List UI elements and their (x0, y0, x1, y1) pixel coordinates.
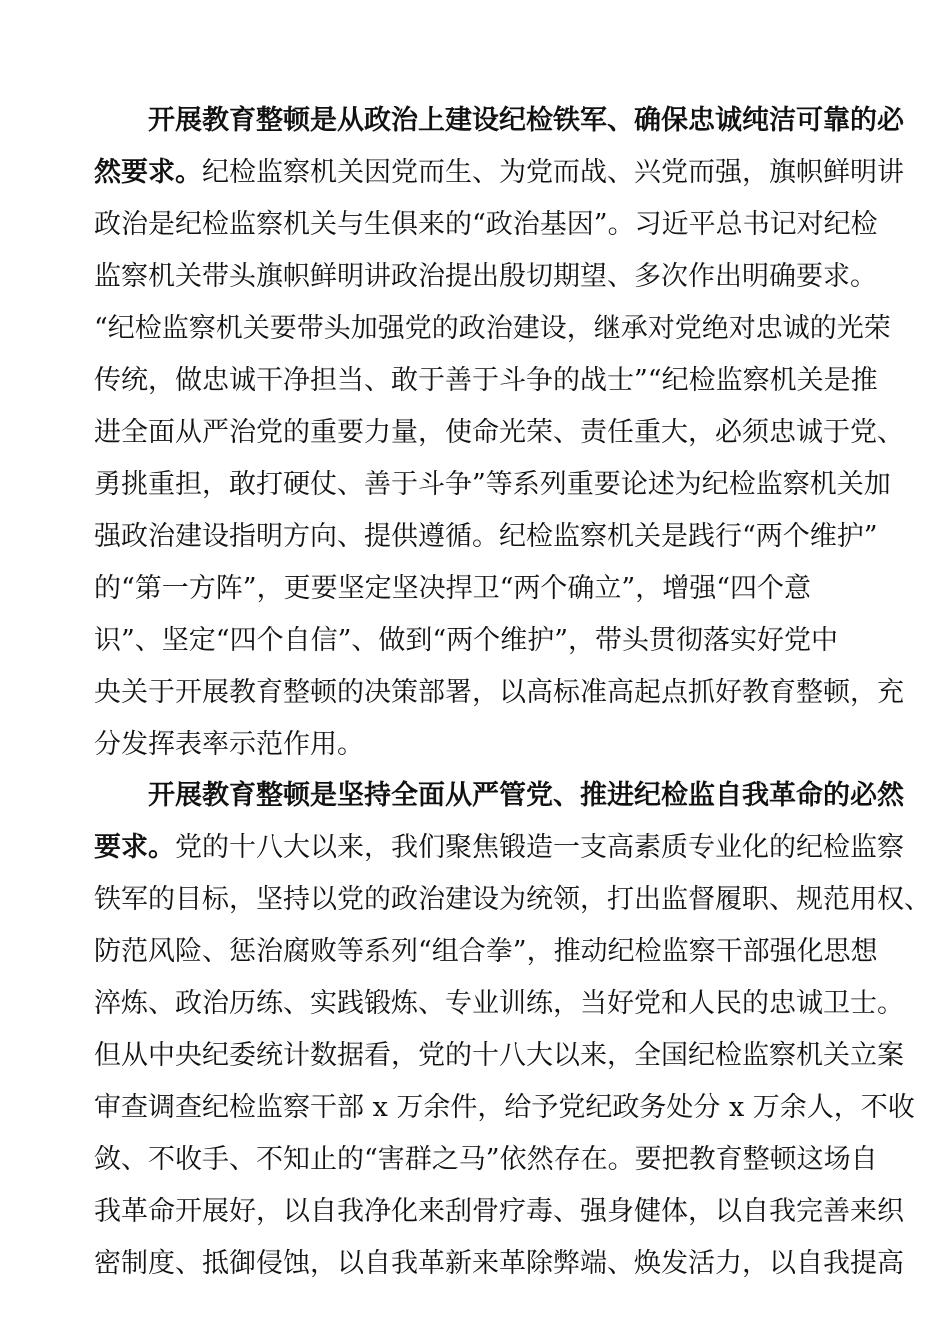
paragraph-2-line-9: 我革命开展好，以自我净化来刮骨疗毒、强身健体，以自我完善来织 (94, 1196, 904, 1227)
paragraph-1-line-10: 的“第一方阵”，更要坚定坚决捍卫“两个确立”，增强“四个意 (94, 573, 812, 604)
paragraph-2-text: 党的十八大以来，我们聚焦锻造一支高素质专业化的纪检监察 (175, 832, 904, 863)
paragraph-1-line-12: 央关于开展教育整顿的决策部署，以高标准高起点抓好教育整顿，充 (94, 677, 904, 708)
paragraph-2-line-10: 密制度、抵御侵蚀，以自我革新来革除弊端、焕发活力，以自我提高 (94, 1248, 904, 1279)
paragraph-2-line-1 (148, 778, 904, 814)
paragraph-1-line-11: 识”、坚定“四个自信”、做到“两个维护”，带头贯彻落实好党中 (94, 625, 839, 656)
paragraph-1-line-1 (148, 103, 904, 139)
paragraph-1-line-4: 监察机关带头旗帜鲜明讲政治提出殷切期望、多次作出明确要求。 (94, 261, 877, 292)
paragraph-2-line-8: 敛、不收手、不知止的“害群之马”依然存在。要把教育整顿这场自 (94, 1144, 878, 1175)
paragraph-1-text: 纪检监察机关因党而生、为党而战、兴党而强，旗帜鲜明讲 (202, 157, 904, 188)
paragraph-1-line-7: 进全面从严治党的重要力量，使命光荣、责任重大，必须忠诚于党、 (94, 417, 904, 448)
paragraph-1-line-13: 分发挥表率示范作用。 (94, 729, 364, 760)
paragraph-2-line-2 (94, 830, 904, 866)
paragraph-2-heading-part-2: 要求。 (94, 832, 175, 863)
paragraph-1-heading-part-2: 然要求。 (94, 157, 202, 188)
paragraph-1-heading-part-1: 开展教育整顿是从政治上建设纪检铁军、确保忠诚纯洁可靠的必 (148, 105, 904, 136)
paragraph-2-line-4: 防范风险、惩治腐败等系列“组合拳”，推动纪检监察干部强化思想 (94, 936, 878, 967)
paragraph-2-line-5: 淬炼、政治历练、实践锻炼、专业训练，当好党和人民的忠诚卫士。 (94, 988, 904, 1019)
paragraph-2-line-7: 审查调查纪检监察干部 x 万余件，给予党纪政务处分 x 万余人，不收 (94, 1092, 915, 1123)
paragraph-1-line-8: 勇挑重担，敢打硬仗、善于斗争”等系列重要论述为纪检监察机关加 (94, 469, 891, 500)
paragraph-2-line-3: 铁军的目标，坚持以党的政治建设为统领，打出监督履职、规范用权、 (94, 884, 931, 915)
paragraph-1-line-9: 强政治建设指明方向、提供遵循。纪检监察机关是践行“两个维护” (94, 521, 878, 552)
paragraph-1-line-3: 政治是纪检监察机关与生俱来的“政治基因”。习近平总书记对纪检 (94, 209, 878, 240)
paragraph-1-line-6: 传统，做忠诚干净担当、敢于善于斗争的战士”“纪检监察机关是推 (94, 365, 878, 396)
paragraph-1-line-2 (94, 155, 904, 191)
paragraph-1-line-5: “纪检监察机关要带头加强党的政治建设，继承对党绝对忠诚的光荣 (94, 313, 891, 344)
paragraph-2-line-6: 但从中央纪委统计数据看，党的十八大以来，全国纪检监察机关立案 (94, 1040, 904, 1071)
paragraph-2-heading-part-1: 开展教育整顿是坚持全面从严管党、推进纪检监自我革命的必然 (148, 780, 904, 811)
